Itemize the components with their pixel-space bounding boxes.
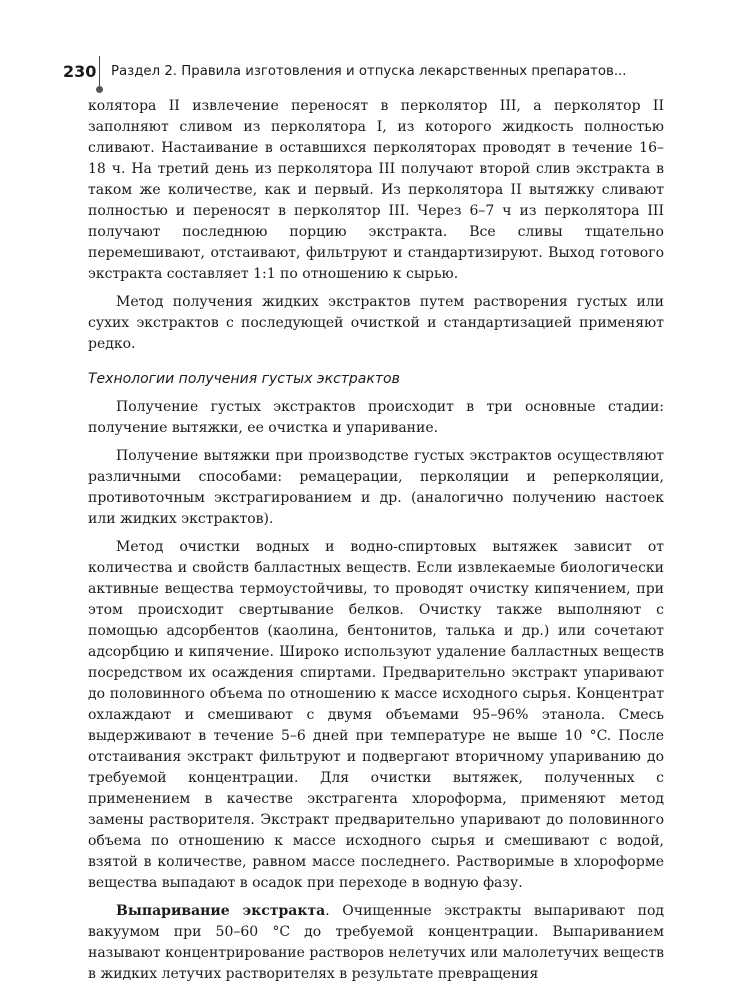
paragraph-continuation: колятора II извлечение переносят в перколятор III, а перколятор II заполняют сливом из перколятора I, из которого жидкость полностью сливают. Настаивание в оставшихся перколяторах проводят в течение 16–18 ч. На третий день из перколятора III получают второй слив экстракта в таком же количестве, как и первый. Из перколятора II вытяжку сливают полностью и переносят в перколятор III. Через 6–7 ч из перколятора III получают последнюю порцию экстракта. Все сливы тщательно перемешивают, отстаивают, фильтруют и стандартизируют. Выход готового экстракта составляет 1:1 по отношению к сырью. bbox=[88, 98, 664, 282]
running-head: Раздел 2. Правила изготовления и отпуска лекарственных препаратов... bbox=[111, 64, 627, 79]
header-divider bbox=[99, 56, 100, 90]
body-text bbox=[88, 96, 664, 992]
section-heading: Технологии получения густых экстрактов bbox=[88, 371, 400, 387]
paragraph-extraction-methods: Получение вытяжки при производстве густых экстрактов осуществляют различными способами: ремацерации, перколяции и реперколяции, противоточным экстрагированием и др. (аналогично получению настоек или жидких экстрактов). bbox=[88, 448, 664, 527]
page-number: 230 bbox=[63, 62, 97, 81]
header-dot-ornament bbox=[96, 86, 103, 93]
paragraph-stages: Получение густых экстрактов происходит в три основные стадии: получение вытяжки, ее очистка и упаривание. bbox=[88, 399, 664, 436]
paragraph-evaporation bbox=[88, 901, 664, 985]
paragraph-evaporation-text: . Очищенные экстракты выпаривают под вакуумом при 50–60 °C до требуемой концентрации. Выпариванием называют концентрирование растворов нелетучих или малолетучих веществ в жидких летучих растворителях в результате превращения bbox=[88, 903, 665, 982]
run-in-term: Выпаривание экстракта bbox=[116, 903, 326, 919]
paragraph-liquid-extract-method: Метод получения жидких экстрактов путем растворения густых или сухих экстрактов с последующей очисткой и стандартизацией применяют редко. bbox=[88, 294, 664, 352]
page-header bbox=[63, 56, 683, 90]
paragraph-purification: Метод очистки водных и водно-спиртовых вытяжек зависит от количества и свойств балластных веществ. Если извлекаемые биологически активные вещества термоустойчивы, то проводят очистку кипячением, при этом происходит свертывание белков. Очистку также выполняют с помощью адсорбентов (каолина, бентонитов, талька и др.) или сочетают адсорбцию и кипячение. Широко используют удаление балластных веществ посредством их осаждения спиртами. Предварительно экстракт упаривают до половинного объема по отношению к массе исходного сырья. Концентрат охлаждают и смешивают с двумя объемами 95–96% этанола. Смесь выдерживают в течение 5–6 дней при температуре не выше 10 °C. После отстаивания экстракт фильтруют и подвергают вторичному упариванию до требуемой концентрации. Для очистки вытяжек, полученных с применением в качестве экстрагента хлороформа, применяют метод замены растворителя. Экстракт предварительно упаривают до половинного объема по отношению к массе исходного сырья и смешивают с водой, взятой в количестве, равном массе последнего. Растворимые в хлороформе вещества выпадают в осадок при переходе в водную фазу. bbox=[88, 539, 664, 891]
